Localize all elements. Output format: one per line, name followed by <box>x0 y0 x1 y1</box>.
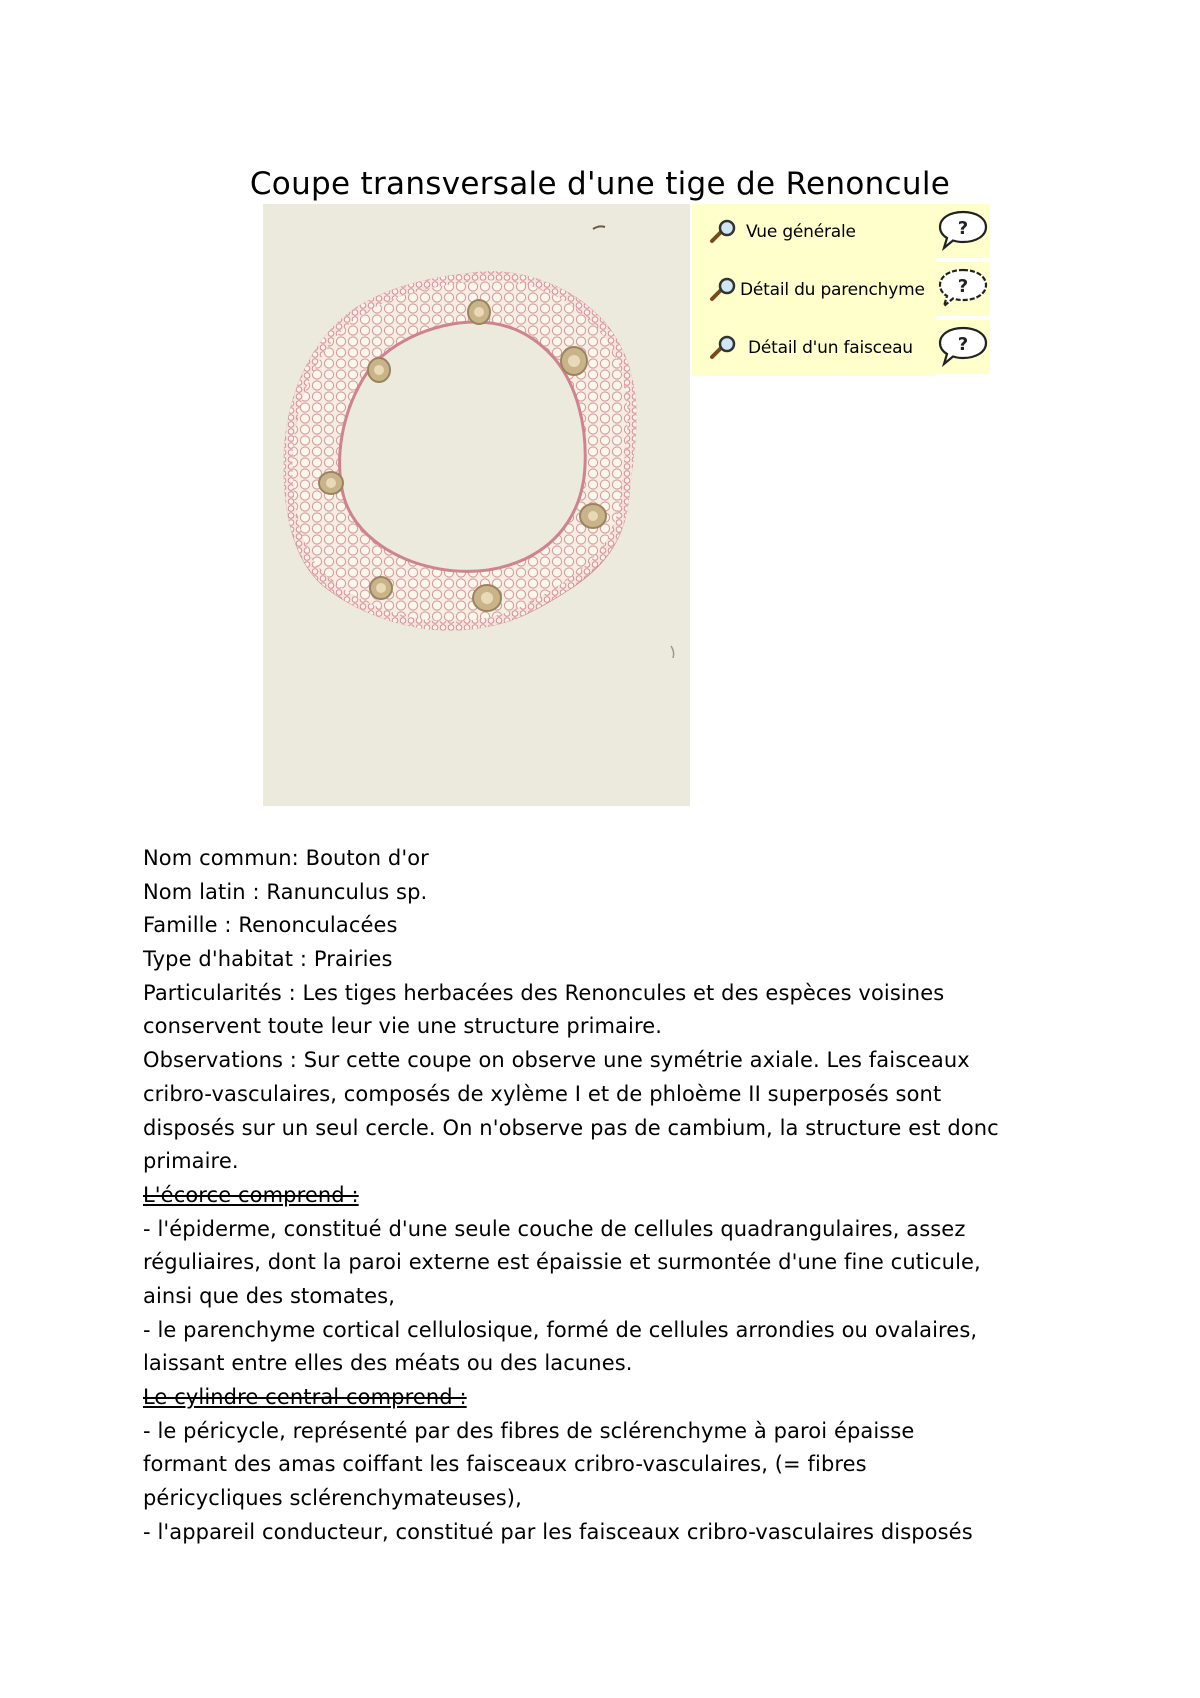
text-line: - l'épiderme, constitué d'une seule couche de cellules quadrangulaires, assez <box>143 1216 966 1241</box>
common-name-line: Nom commun: Bouton d'or <box>143 846 429 870</box>
menu-item-vue-generale[interactable] <box>692 212 936 252</box>
menu-item-label: Détail du parenchyme <box>740 280 925 300</box>
magnifier-icon <box>708 277 738 303</box>
question-bubble-icon <box>936 204 990 258</box>
text-line: disposés sur un seul cercle. On n'observe pas de cambium, la structure est donc <box>143 1115 999 1140</box>
section-heading-cylindre: Le cylindre central comprend : <box>143 1385 467 1409</box>
help-glyph: ? <box>957 276 969 297</box>
stem-cross-section-illustration <box>263 204 690 806</box>
help-glyph: ? <box>957 334 969 355</box>
magnifier-icon <box>708 219 738 245</box>
micrograph-image <box>263 204 690 806</box>
navigation-menu <box>692 204 936 376</box>
help-button-vue-generale[interactable] <box>936 204 990 258</box>
page-title: Coupe transversale d'une tige de Renoncule <box>249 166 951 202</box>
text-line: formant des amas coiffant les faisceaux cribro-vasculaires, (= fibres <box>143 1452 867 1477</box>
text-line: cribro-vasculaires, composés de xylème I et de phloème II superposés sont <box>143 1081 942 1106</box>
text-line: conservent toute leur vie une structure primaire. <box>143 1014 663 1039</box>
section-heading-ecorce: L'écorce comprend : <box>143 1182 359 1207</box>
text-line: péricycliques sclérenchymateuses), <box>143 1486 522 1511</box>
menu-item-detail-parenchyme[interactable] <box>692 270 936 310</box>
text-line: - l'appareil conducteur, constitué par les faisceaux cribro-vasculaires disposés <box>143 1519 973 1544</box>
text-line: - le parenchyme cortical cellulosique, formé de cellules arrondies ou ovalaires, <box>143 1317 978 1342</box>
text-line: laissant entre elles des méats ou des lacunes. <box>143 1351 633 1376</box>
menu-item-detail-faisceau[interactable] <box>692 328 936 368</box>
question-bubble-icon <box>936 320 990 374</box>
text-line: Observations : Sur cette coupe on observe une symétrie axiale. Les faisceaux <box>143 1048 970 1073</box>
question-bubble-icon <box>936 262 990 316</box>
text-line: réguliaires, dont la paroi externe est épaissie et surmontée d'une fine cuticule, <box>143 1250 981 1275</box>
latin-name-line: Nom latin : Ranunculus sp. <box>143 879 428 904</box>
family-line: Famille : Renonculacées <box>143 913 398 938</box>
help-button-detail-faisceau[interactable] <box>936 320 990 374</box>
habitat-line: Type d'habitat : Prairies <box>143 947 393 972</box>
menu-item-label: Détail d'un faisceau <box>748 338 913 358</box>
description-text <box>143 842 1073 1549</box>
magnifier-icon <box>708 335 738 361</box>
text-line: primaire. <box>143 1149 239 1174</box>
help-glyph: ? <box>957 218 969 239</box>
help-button-detail-parenchyme[interactable] <box>936 262 990 316</box>
menu-item-label: Vue générale <box>746 222 856 242</box>
text-line: - le péricycle, représenté par des fibres de sclérenchyme à paroi épaisse <box>143 1418 915 1443</box>
text-line: ainsi que des stomates, <box>143 1283 395 1308</box>
text-line: Particularités : Les tiges herbacées des Renoncules et des espèces voisines <box>143 980 945 1005</box>
